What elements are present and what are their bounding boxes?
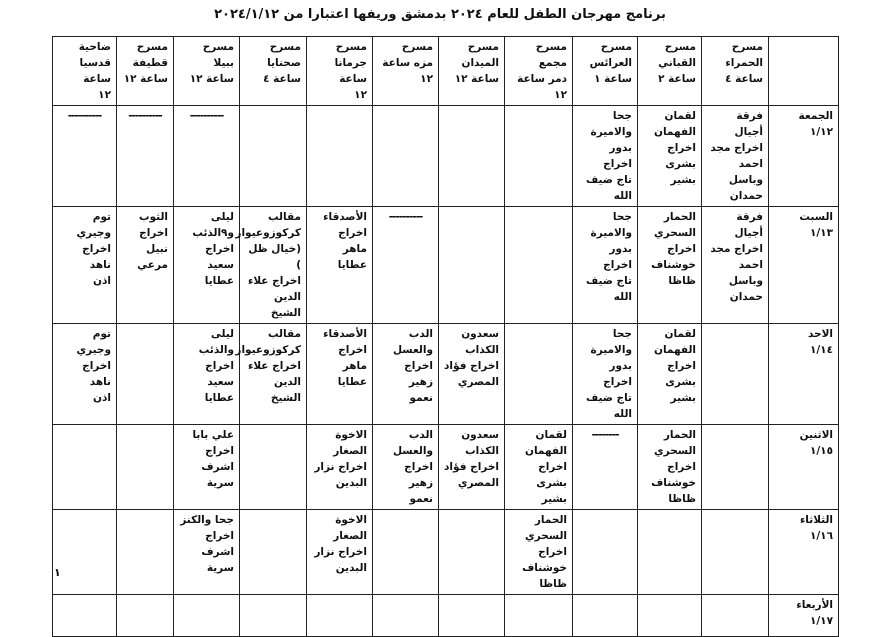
schedule-cell: فرقة أجيال اخراج مجد احمد وباسل حمدان [702,106,769,207]
schedule-cell [53,595,117,637]
schedule-cell: الدب والعسل اخراج زهير نعمو [373,425,439,510]
table-row [53,425,839,510]
schedule-cell [505,207,573,324]
schedule-cell [117,324,174,425]
table-row [53,324,839,425]
schedule-cell [573,595,638,637]
schedule-cell: سعدون الكذاب اخراج فؤاد المصري [439,324,505,425]
schedule-cell: الاخوة الصغار اخراج نزار البدين [307,510,373,595]
schedule-cell [702,510,769,595]
schedule-cell: توم وجيري اخراج ناهد اذن [53,207,117,324]
schedule-cell [439,510,505,595]
day-cell: السبت ١/١٣ [769,207,839,324]
schedule-cell: علي بابا اخراج اشرف سرية [174,425,240,510]
header-row [53,37,839,106]
schedule-cell [439,595,505,637]
schedule-cell [373,106,439,207]
table-row [53,106,839,207]
page-number: ١ [54,566,61,579]
column-header-theater: مسرح الميدان ساعة ١٢ [439,37,505,106]
schedule-cell [373,510,439,595]
day-cell: الجمعة ١/١٢ [769,106,839,207]
column-header-theater: مسرح مجمع دمر ساعة ١٢ [505,37,573,106]
schedule-cell [505,595,573,637]
festival-schedule-table [52,36,839,637]
schedule-cell: ---------- [53,106,117,207]
schedule-cell [240,425,307,510]
schedule-cell [53,425,117,510]
schedule-cell [240,510,307,595]
schedule-cell [174,595,240,637]
column-header-theater: مسرح صحنايا ساعة ٤ [240,37,307,106]
schedule-cell [439,106,505,207]
column-header-theater: مسرح مزه ساعة ١٢ [373,37,439,106]
schedule-cell: الدب والعسل اخراج زهير نعمو [373,324,439,425]
column-header-theater: مسرح العرائس ساعة ١ [573,37,638,106]
schedule-cell [702,425,769,510]
schedule-cell [638,595,702,637]
corner-cell [769,37,839,106]
document-title: برنامج مهرجان الطفل للعام ٢٠٢٤ بدمشق وريفها اعتبارا من ٢٠٢٤/١/١٢ [214,7,666,22]
day-cell: الأربعاء ١/١٧ [769,595,839,637]
schedule-cell: الأصدقاء اخراج ماهر عطايا [307,207,373,324]
column-header-theater: مسرح جرمانا ساعة ١٢ [307,37,373,106]
schedule-cell [307,106,373,207]
schedule-cell [53,510,117,595]
schedule-cell: ليلى والذئب اخراج سعيد عطايا [174,324,240,425]
table-row [53,510,839,595]
column-header-theater: مسرح قطيفة ساعة ١٢ [117,37,174,106]
schedule-cell: لقمان الفهمان اخراج بشرى بشير [638,324,702,425]
schedule-cell [117,425,174,510]
schedule-cell: جحا والكنز اخراج اشرف سرية [174,510,240,595]
schedule-cell: الحمار السحري اخراج خوشناف ظاظا [638,425,702,510]
schedule-cell [702,324,769,425]
schedule-cell: الحمار السحري اخراج خوشناف ظاظا [638,207,702,324]
schedule-cell [240,106,307,207]
schedule-cell: ---------- [117,106,174,207]
schedule-cell: الثوب اخراج نبيل مرعي [117,207,174,324]
schedule-cell: ---------- [174,106,240,207]
schedule-cell [638,510,702,595]
day-cell: الاحد ١/١٤ [769,324,839,425]
schedule-cell: توم وجيري اخراج ناهد اذن [53,324,117,425]
schedule-cell [439,207,505,324]
schedule-cell: ليلى و٩الذئب اخراج سعيد عطايا [174,207,240,324]
schedule-cell: جحا والاميرة بدور اخراج تاج ضيف الله [573,106,638,207]
column-header-theater: مسرح القباني ساعة ٢ [638,37,702,106]
schedule-cell [307,595,373,637]
schedule-cell: مقالب كركوزوعيواز اخراج علاء الدين الشيخ [240,324,307,425]
schedule-cell: لقمان الفهمان اخراج بشرى بشير [638,106,702,207]
schedule-cell: سعدون الكذاب اخراج فؤاد المصري [439,425,505,510]
day-cell: الثلاثاء ١/١٦ [769,510,839,595]
schedule-cell: فرقة أجيال اخراج مجد احمد وباسل حمدان [702,207,769,324]
schedule-cell: -------- [573,425,638,510]
schedule-cell: مقالب كركوزوعيواز (خيال ظل ) اخراج علاء الدين الشيخ [240,207,307,324]
schedule-cell: لقمان الفهمان اخراج بشرى بشير [505,425,573,510]
schedule-cell: الحمار السحري اخراج خوشناف ظاظا [505,510,573,595]
schedule-cell: ---------- [373,207,439,324]
schedule-cell [117,595,174,637]
schedule-cell: جحا والاميرة بدور اخراج تاج ضيف الله [573,324,638,425]
column-header-theater: ضاحية قدسيا ساعة ١٢ [53,37,117,106]
schedule-cell [240,595,307,637]
table-row [53,595,839,637]
schedule-cell [505,324,573,425]
column-header-theater: مسرح الحمراء ساعة ٤ [702,37,769,106]
schedule-cell [117,510,174,595]
schedule-cell: الاخوة الصغار اخراج نزار البدين [307,425,373,510]
day-cell: الاثنين ١/١٥ [769,425,839,510]
schedule-cell: الأصدقاء اخراج ماهر عطايا [307,324,373,425]
schedule-cell [505,106,573,207]
column-header-theater: مسرح ببيلا ساعة ١٢ [174,37,240,106]
schedule-cell [373,595,439,637]
schedule-cell [702,595,769,637]
schedule-cell: جحا والاميرة بدور اخراج تاج ضيف الله [573,207,638,324]
table-row [53,207,839,324]
schedule-cell [573,510,638,595]
